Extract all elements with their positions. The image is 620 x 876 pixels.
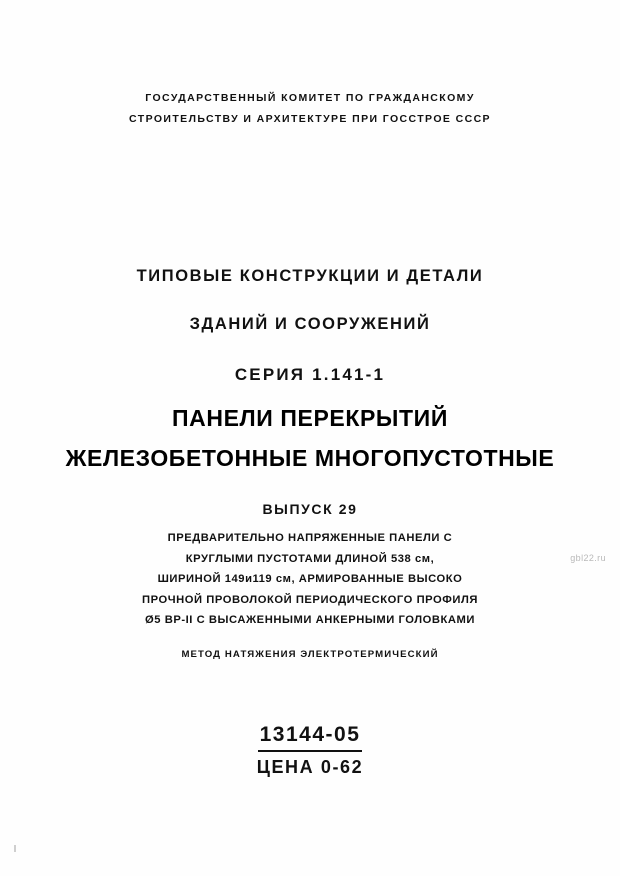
description-line-3: ШИРИНОЙ 149и119 см, АРМИРОВАННЫЕ ВЫСОКО — [157, 573, 463, 585]
document-price: ЦЕНА 0-62 — [256, 757, 364, 777]
series-number: СЕРИЯ 1.141-1 — [234, 365, 386, 384]
description-line-4: ПРОЧНОЙ ПРОВОЛОКОЙ ПЕРИОДИЧЕСКОГО ПРОФИЛЯ — [142, 593, 478, 606]
document-code-block — [0, 722, 620, 778]
main-title-line-2: ЖЕЛЕЗОБЕТОННЫЕ МНОГОПУСТОТНЫЕ — [65, 445, 555, 471]
description-line-5: Ø5 ВР-II С ВЫСАЖЕННЫМИ АНКЕРНЫМИ ГОЛОВКАМИ — [145, 614, 475, 626]
document-main-title — [0, 398, 620, 478]
document-code: 13144-05 — [258, 722, 363, 752]
description-line-1: ПРЕДВАРИТЕЛЬНО НАПРЯЖЕННЫЕ ПАНЕЛИ С — [167, 532, 453, 544]
organization-line-1: ГОСУДАРСТВЕННЫЙ КОМИТЕТ ПО ГРАЖДАНСКОМУ — [145, 92, 475, 104]
scan-artifact — [14, 845, 16, 852]
main-title-line-1: ПАНЕЛИ ПЕРЕКРЫТИЙ — [172, 405, 448, 431]
organization-header — [0, 88, 620, 130]
tensioning-method: МЕТОД НАТЯЖЕНИЯ ЭЛЕКТРОТЕРМИЧЕСКИЙ — [181, 649, 439, 660]
group-title-line-1: ТИПОВЫЕ КОНСТРУКЦИИ И ДЕТАЛИ — [136, 267, 484, 285]
watermark-label: gbl22.ru — [570, 553, 606, 563]
document-description — [0, 528, 620, 631]
organization-line-2: СТРОИТЕЛЬСТВУ И АРХИТЕКТУРЕ ПРИ ГОССТРОЕ СССР — [129, 113, 491, 125]
description-line-2: КРУГЛЫМИ ПУСТОТАМИ ДЛИНОЙ 538 см, — [185, 552, 435, 565]
group-title-line-2: ЗДАНИЙ И СООРУЖЕНИЙ — [189, 315, 431, 333]
issue-number: ВЫПУСК 29 — [262, 501, 358, 517]
series-group-title — [0, 252, 620, 348]
